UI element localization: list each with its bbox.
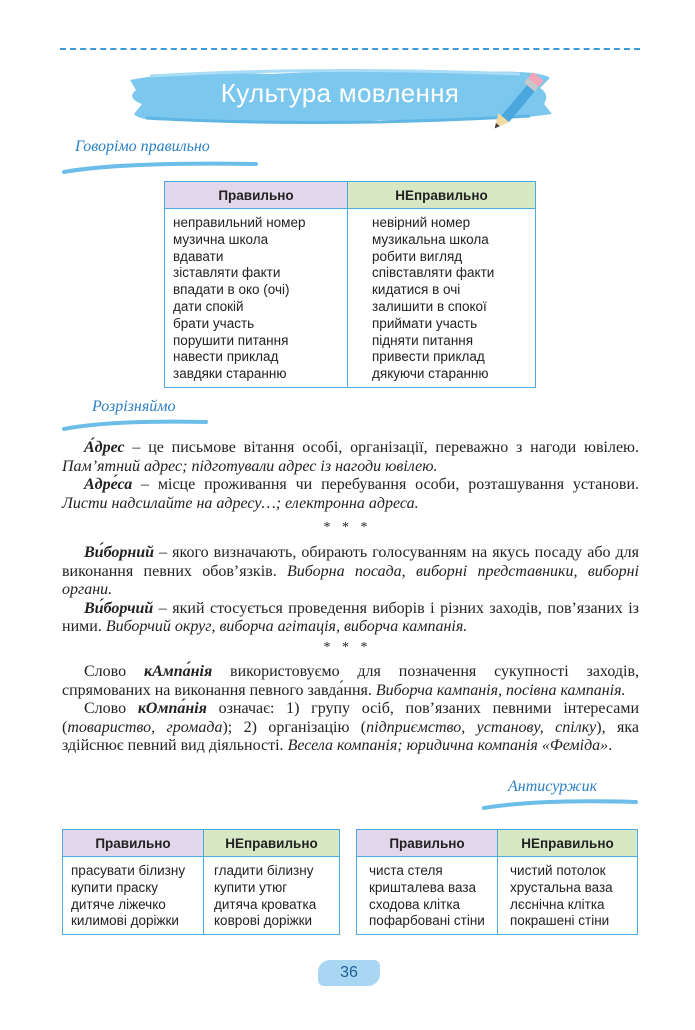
list-item: приймати участь [372,315,478,331]
example-text: Листи надсилайте на адресу…; електронна адреса. [62,494,419,512]
table1-header-correct: Правильно [165,182,348,209]
term: Ви́борчий [84,599,154,617]
pencil-icon [490,62,552,132]
heading-speak-correctly: Говорімо правильно [75,138,210,155]
list-item: хрустальна ваза [510,879,613,895]
definition-text: ), яка здійснює певний вид діяльності. [62,718,640,754]
table1-incorrect-list [372,215,535,383]
list-item: вдавати [173,248,224,264]
example-text: Виборчий округ, виборча агітація, виборча кампанія. [105,618,468,635]
list-item: лєснічна клітка [510,896,605,912]
list-item: робити вигляд [372,248,463,264]
paragraph [62,663,639,700]
heading-distinguish: Розрізняймо [92,398,176,415]
list-item: чиста стеля [369,863,443,878]
table1-correct-list [173,215,347,383]
list-item: покрашені стіни [510,913,610,929]
paragraph [62,700,639,756]
paragraph [62,600,639,637]
list-item: брати участь [173,315,255,331]
list-item: підняти питання [372,332,474,348]
example-text: Пам’ятний адрес; підготували адрес із нагоди ювілею. [62,457,438,475]
list-item: килимові доріжки [71,913,179,929]
table2-correct-list [71,863,203,930]
list-item: дати спокій [173,298,244,314]
table2-header-correct: Правильно [63,830,204,857]
term: кОмпа́нія [137,700,207,717]
list-item: дитяча кроватка [214,896,317,912]
term: Адре́са [84,476,133,493]
list-item: чистий потолок [510,863,606,878]
example-text: товариство, громада [67,718,223,736]
page-number: 36 [318,960,380,986]
heading-underline-swoosh [480,796,640,812]
definitions-campaign [62,663,639,756]
top-dashed-divider [60,48,640,50]
example-text: Виборча кампанія, посівна кампанія. [375,681,626,699]
anti-surzhyk-table-left [62,829,340,935]
table3-header-correct: Правильно [357,830,498,857]
list-item: залишити в спокої [372,298,487,314]
speak-correctly-table [164,181,536,388]
list-item: купити праску [71,879,159,895]
term: кАмпа́нія [143,663,213,680]
list-item: купити утюг [214,879,288,895]
term: А́дрес [84,439,125,456]
example-text: Весела компанія; юридична компанія «Феміда» [287,737,609,754]
list-item: впадати в око (очі) [173,282,290,298]
heading-underline-swoosh [60,158,260,176]
list-item: гладити білизну [214,863,314,878]
paragraph [62,439,639,476]
list-item: кришталева ваза [369,879,477,895]
definition-text: – який стосується проведення виборів і різних заходів, пов’язаних із ними. [62,599,639,635]
definition-text: ); 2) організацію ( [222,718,367,736]
paragraph [62,544,639,600]
anti-surzhyk-table-right [356,829,638,935]
definition-text: – це письмове вітання особі, організації, переважно з нагоди ювілею. [124,439,639,456]
example-text: підприємство, установу, спілку [366,718,597,736]
table1-header-incorrect: НЕправильно [348,182,536,209]
list-item: музикальна школа [372,231,489,247]
definitions-address [62,439,639,513]
term: Ви́борний [84,544,155,561]
list-item: пофарбовані стіни [369,913,485,929]
list-item: привести приклад [372,349,485,365]
definitions-elective [62,544,639,637]
list-item: завдяки старанню [173,366,287,382]
list-item: дякуючи старанню [372,366,489,382]
list-item: невірний номер [372,215,471,230]
list-item: неправильний номер [173,215,306,230]
definition-text: означає: 1) групу осіб, пов’язаних певними інтересами ( [62,700,640,736]
list-item: навести приклад [173,349,279,365]
section-separator-stars: * * * [323,640,372,655]
table2-incorrect-list [214,863,339,930]
list-item: сходова клітка [369,896,461,912]
banner-title: Культура мовлення [220,78,460,108]
table2-header-incorrect: НЕправильно [204,830,340,857]
definition-text: Слово [84,663,144,680]
table3-header-incorrect: НЕправильно [498,830,638,857]
list-item: коврові доріжки [214,913,313,929]
definition-text: використовуємо для позначення сукупності заходів, спрямованих на виконання певного завда́ння. [62,663,639,699]
paragraph [62,476,639,513]
example-text: Виборна посада, виборні представники, виборні органи. [62,562,640,598]
heading-anti-surzhyk: Антисуржик [508,778,598,795]
list-item: порушити питання [173,332,289,348]
definition-text: – місце проживання чи перебування особи, розташування установи. [132,476,639,493]
list-item: прасувати білизну [71,863,186,878]
list-item: музична школа [173,231,269,247]
table3-correct-list [369,863,497,930]
list-item: співставляти факти [372,265,495,281]
list-item: кидатися в очі [372,282,461,298]
table3-incorrect-list [510,863,637,930]
definition-text: Слово [84,700,138,717]
list-item: зіставляти факти [173,265,281,281]
definition-text: – якого визначають, обирають голосуванням на якусь посаду або для виконання певних обов’язків. [62,544,639,580]
definition-text: . [608,737,613,754]
list-item: дитяче ліжечко [71,896,166,912]
title-banner [160,64,510,128]
section-separator-stars: * * * [323,520,372,535]
heading-underline-swoosh [60,417,210,433]
